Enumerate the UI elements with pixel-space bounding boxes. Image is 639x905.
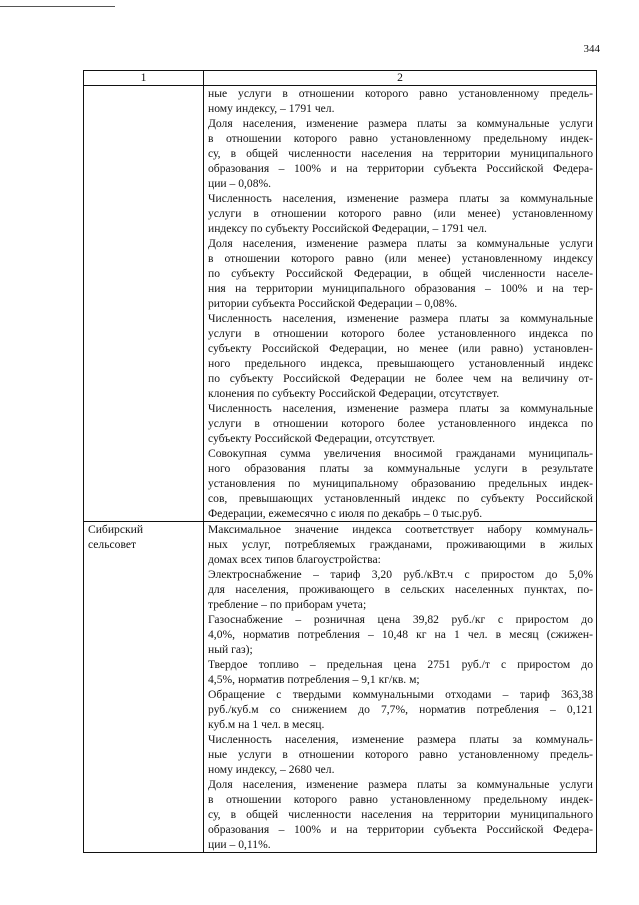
text-line: субъекту Российской Федерации, отсутствует. bbox=[208, 432, 436, 445]
text-line: ные услуги в отношении которого равно установленному предель- bbox=[208, 87, 593, 100]
region-cell bbox=[84, 522, 204, 853]
document-table bbox=[83, 70, 597, 853]
text-line: ции – 0,08%. bbox=[208, 177, 272, 190]
text-line: Максимальное значение индекса соответствует набору коммуналь- bbox=[208, 523, 593, 536]
text-line: су, в общей численности населения на территории муниципального bbox=[208, 147, 593, 160]
text-line: ные услуги в отношении которого равно установленному предель- bbox=[208, 748, 593, 761]
text-line: сов, превышающих установленный индекс по субъекту Российской bbox=[208, 492, 593, 505]
paragraph bbox=[208, 401, 593, 446]
content-cell bbox=[204, 86, 597, 522]
text-line: руб./куб.м со снижением до 7,7%, норматив потребления – 0,121 bbox=[208, 703, 593, 716]
paragraph bbox=[208, 567, 593, 612]
table-header-row bbox=[84, 71, 597, 86]
paragraph bbox=[208, 311, 593, 401]
scan-edge-line bbox=[0, 6, 115, 7]
paragraph bbox=[208, 522, 593, 567]
text-line: ного образования платы за коммунальные услуги в результате bbox=[208, 462, 593, 475]
text-line: установления по муниципальному образованию предельных индек- bbox=[208, 477, 593, 490]
content-cell bbox=[204, 522, 597, 853]
text-line: индексу по субъекту Российской Федерации, – 1791 чел. bbox=[208, 222, 487, 235]
paragraph bbox=[208, 732, 593, 777]
text-line: су, в общей численности населения на территории муниципального bbox=[208, 808, 593, 821]
text-line: Обращение с твердыми коммунальными отходами – тариф 363,38 bbox=[208, 688, 593, 701]
paragraph bbox=[208, 86, 593, 116]
text-line: Численность населения, изменение размера платы за коммунальные bbox=[208, 192, 593, 205]
text-line: ния на территории муниципального образования – 100% и на тер- bbox=[208, 282, 593, 295]
text-line: в отношении которого равно установленному предельному индек- bbox=[208, 793, 593, 806]
text-line: услуги в отношении которого более установленного индекса по bbox=[208, 417, 593, 430]
paragraph bbox=[208, 687, 593, 732]
text-line: Доля населения, изменение размера платы за коммунальные услуги bbox=[208, 117, 593, 130]
text-line: ному индексу, – 1791 чел. bbox=[208, 102, 335, 115]
paragraph bbox=[208, 612, 593, 657]
paragraph bbox=[208, 446, 593, 521]
text-line: в отношении которого равно установленному предельному индек- bbox=[208, 132, 593, 145]
text-line: ному индексу, – 2680 чел. bbox=[208, 763, 335, 776]
paragraph bbox=[208, 191, 593, 236]
text-line: Доля населения, изменение размера платы за коммунальные услуги bbox=[208, 778, 593, 791]
page-number: 344 bbox=[583, 43, 600, 55]
text-line: домах всех типов благоустройства: bbox=[208, 553, 381, 566]
column-header-1: 1 bbox=[84, 71, 204, 86]
table-row bbox=[84, 86, 597, 522]
text-line: ный газ); bbox=[208, 643, 253, 656]
text-line: Газоснабжение – розничная цена 39,82 руб./кг с приростом до bbox=[208, 613, 593, 626]
paragraph bbox=[208, 236, 593, 311]
text-line: ных услуг, потребляемых гражданами, проживающими в жилых bbox=[208, 538, 593, 551]
text-line: Доля населения, изменение размера платы за коммунальные услуги bbox=[208, 237, 593, 250]
text-line: услуги в отношении которого более установленного индекса по bbox=[208, 327, 593, 340]
paragraph bbox=[208, 116, 593, 191]
text-line: Федерации, ежемесячно с июля по декабрь – 0 тыс.руб. bbox=[208, 507, 483, 520]
table-row bbox=[84, 522, 597, 853]
text-line: субъекту Российской Федерации, но менее (или равно) установлен- bbox=[208, 342, 593, 355]
text-line: требление – по приборам учета; bbox=[208, 598, 367, 611]
paragraph bbox=[208, 777, 593, 852]
paragraph bbox=[208, 657, 593, 687]
text-line: Численность населения, изменение размера платы за коммунальные bbox=[208, 402, 593, 415]
text-line: для населения, проживающего в сельских населенных пунктах, по- bbox=[208, 583, 593, 596]
text-line: образования – 100% и на территории субъекта Российской Федера- bbox=[208, 823, 593, 836]
text-line: Совокупная сумма увеличения вносимой гражданами муниципаль- bbox=[208, 447, 593, 460]
text-line: Численность населения, изменение размера платы за коммунальные bbox=[208, 312, 593, 325]
region-name-line: сельсовет bbox=[88, 538, 137, 551]
text-line: клонения по субъекту Российской Федерации, отсутствует. bbox=[208, 387, 500, 400]
text-line: 4,5%, норматив потребления – 9,1 кг/кв. м; bbox=[208, 673, 420, 686]
region-name-line: Сибирский bbox=[88, 523, 144, 536]
region-cell bbox=[84, 86, 204, 522]
text-line: Численность населения, изменение размера платы за коммуналь- bbox=[208, 733, 593, 746]
text-line: по субъекту Российской Федерации, в общей численности населе- bbox=[208, 267, 593, 280]
text-line: по субъекту Российской Федерации не более чем на величину от- bbox=[208, 372, 593, 385]
text-line: Электроснабжение – тариф 3,20 руб./кВт.ч с приростом до 5,0% bbox=[208, 568, 593, 581]
text-line: в отношении которого равно (или менее) установленному индексу bbox=[208, 252, 593, 265]
text-line: услуги в отношении которого равно (или менее) установленному bbox=[208, 207, 593, 220]
text-line: куб.м на 1 чел. в месяц. bbox=[208, 718, 325, 731]
text-line: ного предельного индекса, превышающего установленный индекс bbox=[208, 357, 593, 370]
text-line: ритории субъекта Российской Федерации – 0,08%. bbox=[208, 297, 458, 310]
text-line: ции – 0,11%. bbox=[208, 838, 271, 851]
text-line: образования – 100% и на территории субъекта Российской Федера- bbox=[208, 162, 593, 175]
text-line: Твердое топливо – предельная цена 2751 руб./т с приростом до bbox=[208, 658, 593, 671]
text-line: 4,0%, норматив потребления – 10,48 кг на 1 чел. в месяц (сжижен- bbox=[208, 628, 593, 641]
column-header-2: 2 bbox=[204, 71, 597, 86]
